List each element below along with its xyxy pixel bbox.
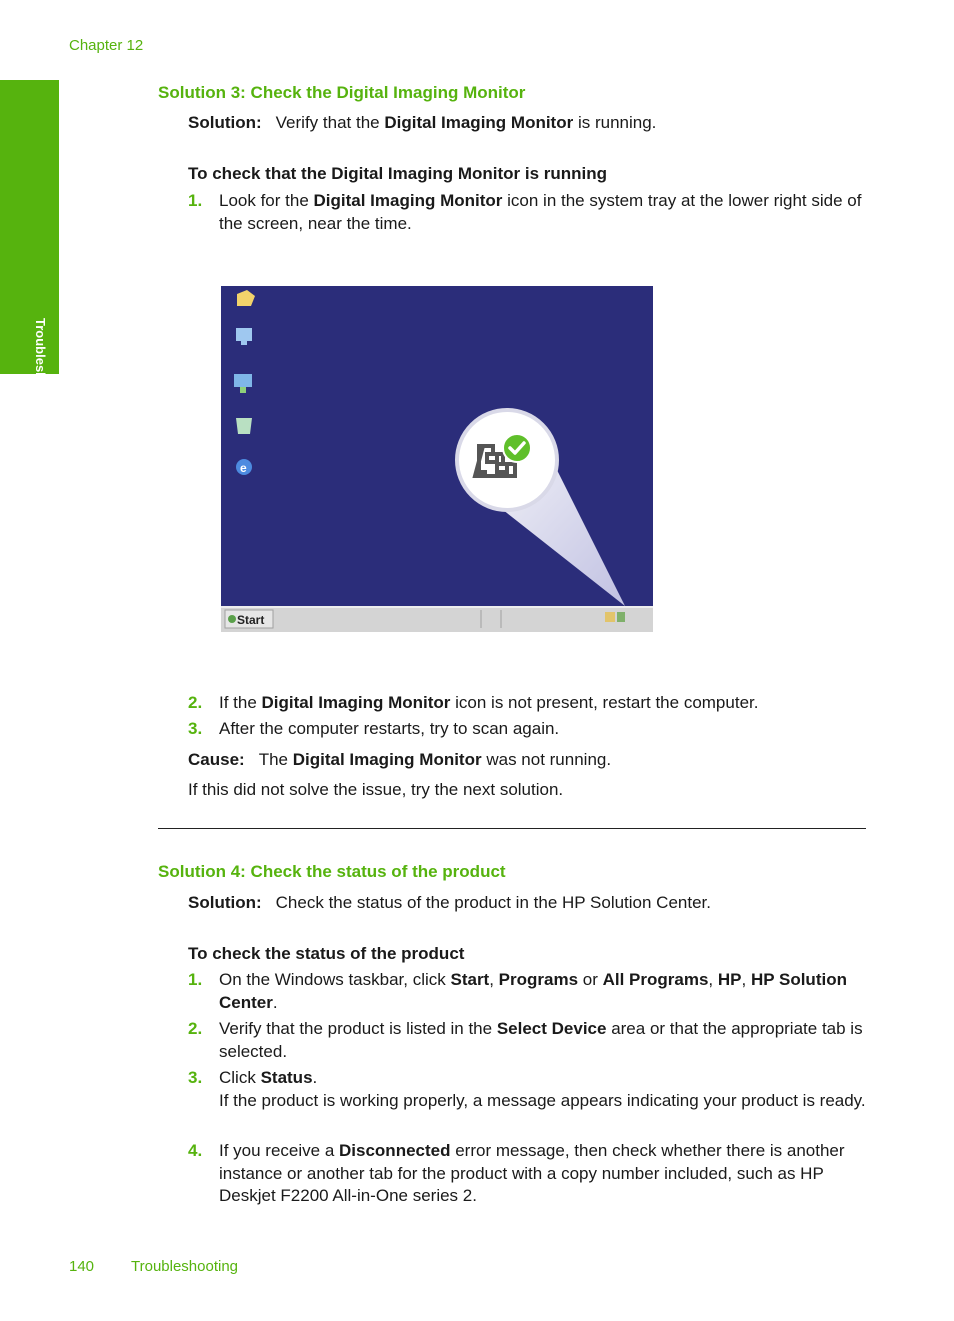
text-run: On the Windows taskbar, click [219,970,451,989]
text-run: icon in the system tray at the lower right side of the screen, near the time. [219,191,862,233]
text-run: was not running. [481,750,612,769]
text-run: icon is not present, restart the computer. [450,693,759,712]
bold-run: Programs [498,970,579,989]
step-text [219,1067,868,1090]
solution-4-step-4 [188,1140,868,1208]
start-logo-icon [228,615,236,623]
solution-3-cause [188,750,611,770]
step-text [219,190,868,235]
solution-4-heading: Solution 4: Check the status of the product [158,862,506,881]
bold-run: Digital Imaging Monitor [292,750,482,769]
solution-label: Solution: [188,893,262,912]
tray-monitor-icon [617,612,625,622]
text-run: , [708,970,718,989]
solution-3-subheading: To check that the Digital Imaging Monitor is running [188,164,608,183]
magnified-circle [457,410,557,510]
solution-3-next: If this did not solve the issue, try the next solution. [188,780,564,799]
solution-label: Solution: [188,113,262,132]
solution-3-text [188,113,656,133]
text-run: Check the status of the product in the HP Solution Center. [275,893,711,912]
desktop-illustration [221,286,653,632]
solution-4-step-1 [188,969,868,1014]
solution-3-step-2 [188,692,868,715]
bold-run: HP [717,970,742,989]
side-tab-label: Troubleshooting [33,318,48,420]
check-badge-icon [503,434,531,462]
step-text: After the computer restarts, try to scan again. [219,719,560,738]
text-run: Click [219,1068,261,1087]
step-number: 4. [188,1141,203,1160]
footer-section: Troubleshooting [131,1258,239,1275]
text-run: The [258,750,293,769]
solution-3-step-1 [188,190,868,235]
text-run: error message, then check whether there is another instance or another tab for the product with a copy number included, such as HP Deskjet F2200 All-in-One series 2. [219,1141,845,1205]
text-run: Verify that the [275,113,385,132]
solution-4-text [188,893,711,913]
bold-run: Select Device [496,1019,607,1038]
bold-run: All Programs [602,970,709,989]
text-run: . [312,1068,318,1087]
desktop-background [221,286,653,632]
step-number: 2. [188,1019,203,1038]
text-run: . [272,992,278,1012]
text-run: , [741,970,751,989]
network-icon [234,374,252,387]
svg-text:e: e [240,461,247,475]
section-divider [158,828,866,829]
text-run: If you receive a [219,1141,340,1160]
desktop-screenshot [221,286,653,632]
bold-run: Disconnected [339,1141,451,1160]
taskbar [221,606,653,632]
solution-4-step-3 [188,1067,868,1112]
step-number: 3. [188,1068,203,1087]
step-number: 2. [188,693,203,712]
bold-run: Start [450,970,490,989]
start-label: Start [237,613,265,627]
solution-3-heading: Solution 3: Check the Digital Imaging Monitor [158,83,526,102]
computer-icon [236,328,252,341]
text-run: If the [219,693,262,712]
bold-run: Status [260,1068,313,1087]
text-run: Verify that the product is listed in the [219,1019,497,1038]
step-text [219,1018,868,1063]
page-number: 140 [69,1258,95,1275]
text-run: Look for the [219,191,314,210]
chapter-label: Chapter 12 [69,37,144,54]
step-text [219,1140,868,1208]
bold-run: HP Solution Center [219,970,847,1012]
bold-run: Digital Imaging Monitor [384,113,574,132]
step-text [219,969,868,1014]
text-run: , [489,970,499,989]
step-number: 3. [188,719,203,738]
solution-4-step-2 [188,1018,868,1063]
step-text [219,692,868,715]
tray-icon-1 [605,612,615,622]
solution-4-subheading: To check the status of the product [188,944,465,963]
bold-run: Digital Imaging Monitor [313,191,503,210]
step-number: 1. [188,191,203,210]
text-run: area or that the appropriate tab is selected. [219,1019,863,1061]
bold-run: Digital Imaging Monitor [261,693,451,712]
recycle-bin-icon [236,418,252,434]
step-number: 1. [188,970,203,989]
cause-label: Cause: [188,750,245,769]
step-detail: If the product is working properly, a message appears indicating your product is ready. [219,1090,866,1110]
section-side-tab [0,80,59,420]
text-run: is running. [573,113,657,132]
text-run: or [578,970,603,989]
solution-3-step-3 [188,718,868,741]
